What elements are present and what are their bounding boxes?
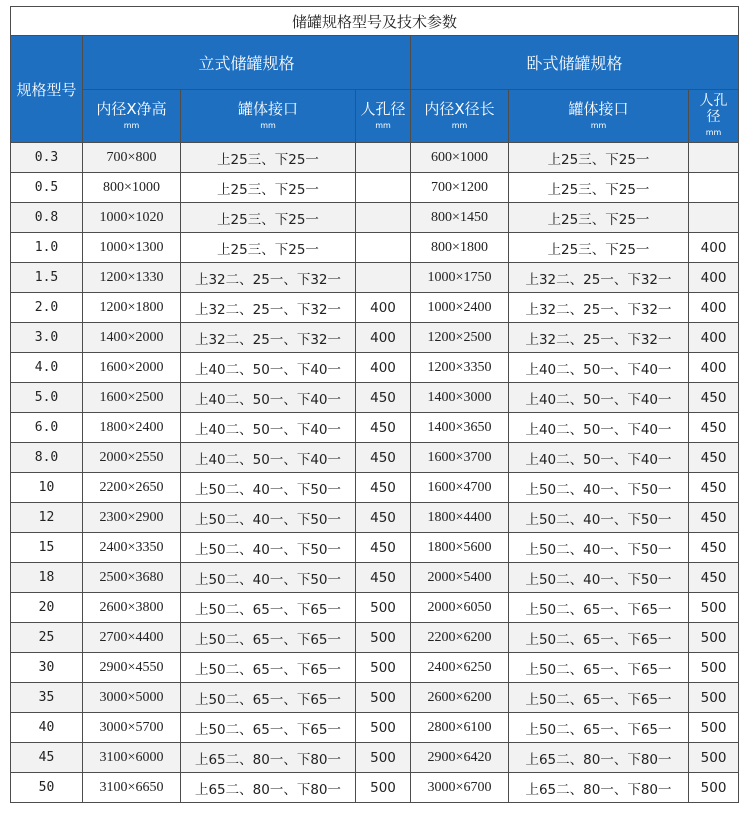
header-horizontal-size-label: 内径X径长	[424, 99, 495, 118]
vertical-size-cell: 800×1000	[83, 173, 181, 203]
table-row	[11, 653, 739, 683]
model-cell: 45	[11, 743, 83, 773]
vertical-manhole-cell	[356, 173, 411, 203]
vertical-nozzle-cell: 上40二、50一、下40一	[181, 443, 356, 473]
table-row	[11, 743, 739, 773]
header-vertical-group: 立式储罐规格	[83, 36, 411, 90]
horizontal-manhole-cell	[689, 173, 739, 203]
vertical-size-cell: 1000×1020	[83, 203, 181, 233]
vertical-size-cell: 3100×6650	[83, 773, 181, 803]
horizontal-manhole-cell: 450	[689, 503, 739, 533]
vertical-manhole-cell: 500	[356, 773, 411, 803]
header-horizontal-manhole-label: 人孔径	[699, 93, 728, 125]
horizontal-manhole-cell: 400	[689, 263, 739, 293]
vertical-size-cell: 1200×1330	[83, 263, 181, 293]
model-cell: 50	[11, 773, 83, 803]
model-cell: 18	[11, 563, 83, 593]
horizontal-size-cell: 2000×5400	[411, 563, 509, 593]
horizontal-manhole-cell: 400	[689, 353, 739, 383]
vertical-size-cell: 3000×5000	[83, 683, 181, 713]
spec-table	[10, 6, 739, 803]
horizontal-manhole-cell: 400	[689, 293, 739, 323]
horizontal-manhole-cell: 500	[689, 773, 739, 803]
table-row	[11, 203, 739, 233]
horizontal-size-cell: 2600×6200	[411, 683, 509, 713]
table-row	[11, 323, 739, 353]
horizontal-nozzle-cell: 上32二、25一、下32一	[509, 293, 689, 323]
model-cell: 8.0	[11, 443, 83, 473]
vertical-manhole-cell: 500	[356, 713, 411, 743]
vertical-nozzle-cell: 上50二、40一、下50一	[181, 533, 356, 563]
header-vertical-manhole-label: 人孔径	[360, 99, 406, 118]
vertical-nozzle-cell: 上50二、65一、下65一	[181, 593, 356, 623]
model-cell: 30	[11, 653, 83, 683]
spec-table-container	[10, 6, 738, 803]
vertical-nozzle-cell: 上65二、80一、下80一	[181, 743, 356, 773]
table-row	[11, 413, 739, 443]
horizontal-manhole-cell: 400	[689, 233, 739, 263]
horizontal-manhole-cell: 450	[689, 563, 739, 593]
model-cell: 25	[11, 623, 83, 653]
vertical-manhole-cell	[356, 233, 411, 263]
vertical-size-cell: 1200×1800	[83, 293, 181, 323]
vertical-size-cell: 2700×4400	[83, 623, 181, 653]
horizontal-size-cell: 1800×4400	[411, 503, 509, 533]
vertical-nozzle-cell: 上40二、50一、下40一	[181, 383, 356, 413]
vertical-size-cell: 1600×2000	[83, 353, 181, 383]
horizontal-manhole-cell: 500	[689, 623, 739, 653]
header-unit: mm	[375, 120, 391, 130]
horizontal-size-cell: 1200×2500	[411, 323, 509, 353]
header-unit: mm	[123, 120, 140, 130]
horizontal-size-cell: 1000×2400	[411, 293, 509, 323]
horizontal-nozzle-cell: 上25三、下25一	[509, 203, 689, 233]
horizontal-manhole-cell: 450	[689, 413, 739, 443]
table-row	[11, 353, 739, 383]
horizontal-size-cell: 3000×6700	[411, 773, 509, 803]
vertical-size-cell: 2200×2650	[83, 473, 181, 503]
header-horizontal-nozzle-label: 罐体接口	[568, 99, 629, 118]
vertical-nozzle-cell: 上50二、65一、下65一	[181, 623, 356, 653]
vertical-nozzle-cell: 上50二、40一、下50一	[181, 563, 356, 593]
header-vertical-nozzle-label: 罐体接口	[237, 99, 298, 118]
horizontal-nozzle-cell: 上50二、65一、下65一	[509, 683, 689, 713]
header-vertical-nozzle	[181, 90, 356, 143]
header-horizontal-nozzle	[509, 90, 689, 143]
header-horizontal-group: 卧式储罐规格	[411, 36, 739, 90]
vertical-manhole-cell: 400	[356, 323, 411, 353]
horizontal-nozzle-cell: 上50二、65一、下65一	[509, 713, 689, 743]
horizontal-size-cell: 1600×4700	[411, 473, 509, 503]
vertical-manhole-cell: 450	[356, 503, 411, 533]
vertical-size-cell: 2400×3350	[83, 533, 181, 563]
header-vertical-size-label: 内径X净高	[96, 99, 167, 118]
vertical-manhole-cell: 400	[356, 293, 411, 323]
vertical-manhole-cell: 450	[356, 413, 411, 443]
vertical-manhole-cell: 500	[356, 593, 411, 623]
vertical-size-cell: 2000×2550	[83, 443, 181, 473]
horizontal-nozzle-cell: 上32二、25一、下32一	[509, 263, 689, 293]
horizontal-manhole-cell: 450	[689, 443, 739, 473]
model-cell: 1.5	[11, 263, 83, 293]
vertical-nozzle-cell: 上32二、25一、下32一	[181, 293, 356, 323]
horizontal-size-cell: 1600×3700	[411, 443, 509, 473]
model-cell: 2.0	[11, 293, 83, 323]
horizontal-size-cell: 800×1800	[411, 233, 509, 263]
header-model: 规格型号	[11, 36, 83, 143]
model-cell: 5.0	[11, 383, 83, 413]
horizontal-size-cell: 1800×5600	[411, 533, 509, 563]
vertical-nozzle-cell: 上25三、下25一	[181, 233, 356, 263]
vertical-nozzle-cell: 上32二、25一、下32一	[181, 263, 356, 293]
vertical-size-cell: 1800×2400	[83, 413, 181, 443]
table-row	[11, 263, 739, 293]
horizontal-nozzle-cell: 上32二、25一、下32一	[509, 323, 689, 353]
horizontal-size-cell: 800×1450	[411, 203, 509, 233]
vertical-size-cell: 2600×3800	[83, 593, 181, 623]
horizontal-nozzle-cell: 上40二、50一、下40一	[509, 383, 689, 413]
horizontal-size-cell: 2400×6250	[411, 653, 509, 683]
vertical-size-cell: 2900×4550	[83, 653, 181, 683]
vertical-manhole-cell: 500	[356, 743, 411, 773]
model-cell: 40	[11, 713, 83, 743]
model-cell: 0.8	[11, 203, 83, 233]
vertical-manhole-cell: 450	[356, 533, 411, 563]
table-body	[11, 143, 739, 803]
vertical-manhole-cell: 450	[356, 473, 411, 503]
header-unit: mm	[705, 128, 722, 137]
horizontal-manhole-cell	[689, 143, 739, 173]
horizontal-nozzle-cell: 上50二、40一、下50一	[509, 563, 689, 593]
model-cell: 0.3	[11, 143, 83, 173]
model-cell: 1.0	[11, 233, 83, 263]
vertical-manhole-cell: 400	[356, 353, 411, 383]
table-row	[11, 173, 739, 203]
table-row	[11, 533, 739, 563]
vertical-size-cell: 3100×6000	[83, 743, 181, 773]
vertical-nozzle-cell: 上40二、50一、下40一	[181, 353, 356, 383]
horizontal-nozzle-cell: 上50二、40一、下50一	[509, 503, 689, 533]
model-cell: 4.0	[11, 353, 83, 383]
vertical-size-cell: 3000×5700	[83, 713, 181, 743]
horizontal-manhole-cell: 500	[689, 683, 739, 713]
header-horizontal-manhole	[689, 90, 739, 143]
vertical-size-cell: 2300×2900	[83, 503, 181, 533]
horizontal-manhole-cell: 500	[689, 743, 739, 773]
model-cell: 6.0	[11, 413, 83, 443]
horizontal-manhole-cell: 500	[689, 713, 739, 743]
horizontal-nozzle-cell: 上25三、下25一	[509, 173, 689, 203]
table-row	[11, 503, 739, 533]
horizontal-manhole-cell: 400	[689, 323, 739, 353]
vertical-manhole-cell: 450	[356, 563, 411, 593]
table-row	[11, 293, 739, 323]
vertical-size-cell: 1600×2500	[83, 383, 181, 413]
table-title: 储罐规格型号及技术参数	[11, 7, 739, 36]
horizontal-nozzle-cell: 上40二、50一、下40一	[509, 443, 689, 473]
vertical-nozzle-cell: 上65二、80一、下80一	[181, 773, 356, 803]
model-cell: 0.5	[11, 173, 83, 203]
vertical-nozzle-cell: 上50二、65一、下65一	[181, 713, 356, 743]
horizontal-nozzle-cell: 上40二、50一、下40一	[509, 353, 689, 383]
table-row	[11, 233, 739, 263]
horizontal-nozzle-cell: 上40二、50一、下40一	[509, 413, 689, 443]
vertical-nozzle-cell: 上50二、65一、下65一	[181, 653, 356, 683]
table-row	[11, 473, 739, 503]
model-cell: 35	[11, 683, 83, 713]
horizontal-size-cell: 2900×6420	[411, 743, 509, 773]
horizontal-manhole-cell: 450	[689, 533, 739, 563]
header-unit: mm	[260, 120, 276, 130]
table-row	[11, 593, 739, 623]
horizontal-size-cell: 2200×6200	[411, 623, 509, 653]
model-cell: 20	[11, 593, 83, 623]
horizontal-size-cell: 1200×3350	[411, 353, 509, 383]
horizontal-size-cell: 2800×6100	[411, 713, 509, 743]
horizontal-manhole-cell	[689, 203, 739, 233]
header-vertical-manhole	[356, 90, 411, 143]
header-unit: mm	[590, 120, 607, 130]
vertical-nozzle-cell: 上50二、65一、下65一	[181, 683, 356, 713]
horizontal-size-cell: 700×1200	[411, 173, 509, 203]
model-cell: 10	[11, 473, 83, 503]
table-row	[11, 713, 739, 743]
horizontal-nozzle-cell: 上50二、40一、下50一	[509, 533, 689, 563]
horizontal-nozzle-cell: 上25三、下25一	[509, 143, 689, 173]
header-unit: mm	[451, 120, 468, 130]
vertical-size-cell: 1400×2000	[83, 323, 181, 353]
vertical-manhole-cell: 450	[356, 443, 411, 473]
horizontal-nozzle-cell: 上25三、下25一	[509, 233, 689, 263]
horizontal-nozzle-cell: 上50二、40一、下50一	[509, 473, 689, 503]
vertical-nozzle-cell: 上25三、下25一	[181, 173, 356, 203]
horizontal-manhole-cell: 500	[689, 593, 739, 623]
table-row	[11, 683, 739, 713]
vertical-nozzle-cell: 上40二、50一、下40一	[181, 413, 356, 443]
table-row	[11, 143, 739, 173]
horizontal-size-cell: 1000×1750	[411, 263, 509, 293]
horizontal-nozzle-cell: 上50二、65一、下65一	[509, 653, 689, 683]
model-cell: 3.0	[11, 323, 83, 353]
vertical-size-cell: 1000×1300	[83, 233, 181, 263]
horizontal-size-cell: 1400×3650	[411, 413, 509, 443]
table-row	[11, 443, 739, 473]
vertical-manhole-cell: 450	[356, 383, 411, 413]
table-row	[11, 773, 739, 803]
table-row	[11, 623, 739, 653]
horizontal-size-cell: 2000×6050	[411, 593, 509, 623]
horizontal-nozzle-cell: 上65二、80一、下80一	[509, 773, 689, 803]
header-horizontal-size	[411, 90, 509, 143]
vertical-manhole-cell: 500	[356, 623, 411, 653]
vertical-nozzle-cell: 上50二、40一、下50一	[181, 473, 356, 503]
horizontal-size-cell: 600×1000	[411, 143, 509, 173]
vertical-nozzle-cell: 上32二、25一、下32一	[181, 323, 356, 353]
horizontal-manhole-cell: 450	[689, 473, 739, 503]
vertical-manhole-cell: 500	[356, 653, 411, 683]
vertical-manhole-cell	[356, 203, 411, 233]
vertical-manhole-cell: 500	[356, 683, 411, 713]
vertical-size-cell: 700×800	[83, 143, 181, 173]
model-cell: 12	[11, 503, 83, 533]
horizontal-nozzle-cell: 上50二、65一、下65一	[509, 593, 689, 623]
horizontal-manhole-cell: 500	[689, 653, 739, 683]
header-vertical-size	[83, 90, 181, 143]
vertical-size-cell: 2500×3680	[83, 563, 181, 593]
vertical-nozzle-cell: 上25三、下25一	[181, 143, 356, 173]
horizontal-nozzle-cell: 上65二、80一、下80一	[509, 743, 689, 773]
vertical-manhole-cell	[356, 263, 411, 293]
table-row	[11, 383, 739, 413]
horizontal-manhole-cell: 450	[689, 383, 739, 413]
model-cell: 15	[11, 533, 83, 563]
table-row	[11, 563, 739, 593]
horizontal-size-cell: 1400×3000	[411, 383, 509, 413]
horizontal-nozzle-cell: 上50二、65一、下65一	[509, 623, 689, 653]
vertical-nozzle-cell: 上50二、40一、下50一	[181, 503, 356, 533]
vertical-manhole-cell	[356, 143, 411, 173]
vertical-nozzle-cell: 上25三、下25一	[181, 203, 356, 233]
